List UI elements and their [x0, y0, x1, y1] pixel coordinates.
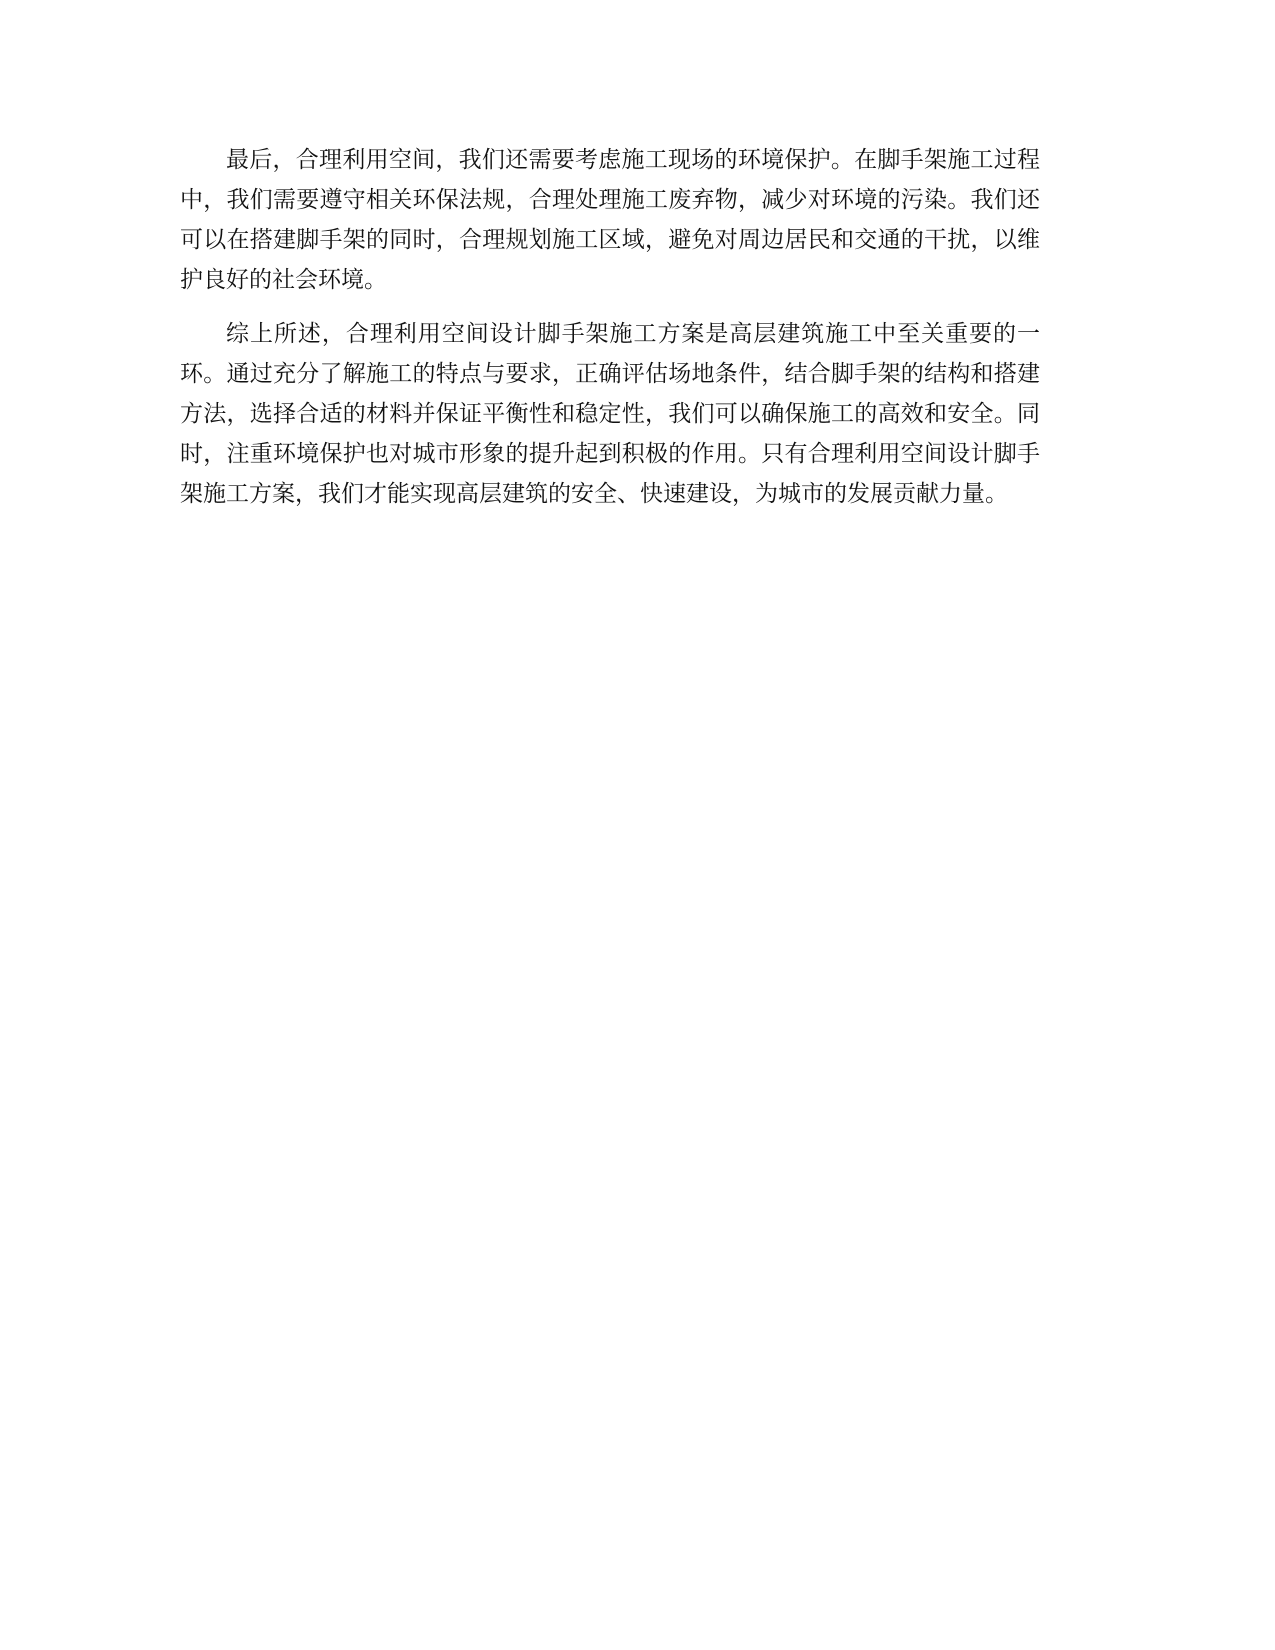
paragraph-conclusion: 综上所述，合理利用空间设计脚手架施工方案是高层建筑施工中至关重要的一环。通过充分了解施工的特点与要求，正确评估场地条件，结合脚手架的结构和搭建方法，选择合适的材料并保证平衡性和稳定性，我们可以确保施工的高效和安全。同时，注重环境保护也对城市形象的提升起到积极的作用。只有合理利用空间设计脚手架施工方案，我们才能实现高层建筑的安全、快速建设，为城市的发展贡献力量。 — [180, 321, 1040, 507]
paragraph-environment-protection: 最后，合理利用空间，我们还需要考虑施工现场的环境保护。在脚手架施工过程中，我们需要遵守相关环保法规，合理处理施工废弃物，减少对环境的污染。我们还可以在搭建脚手架的同时，合理规划施工区域，避免对周边居民和交通的干扰，以维护良好的社会环境。 — [180, 147, 1040, 293]
document-body — [180, 140, 1040, 528]
